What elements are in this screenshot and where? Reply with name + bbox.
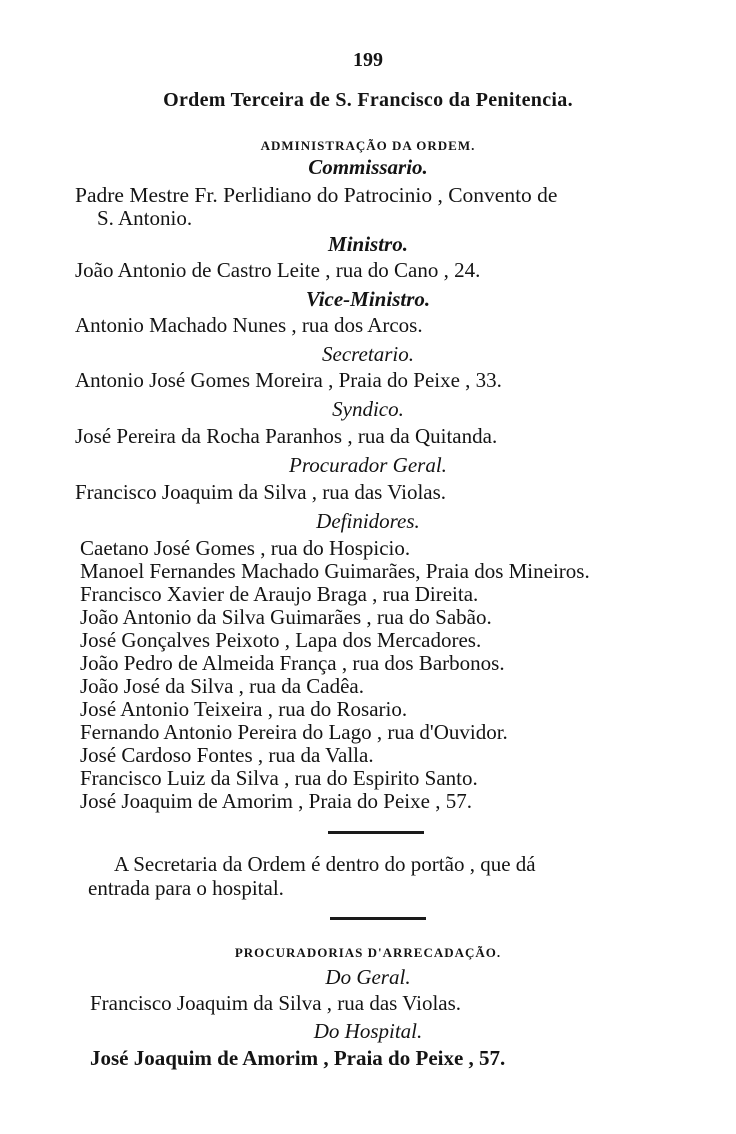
definidor-11: Francisco Luiz da Silva , rua do Espirito Santo. — [80, 766, 478, 790]
note-line-1: A Secretaria da Ordem é dentro do portão , que dá — [114, 852, 536, 876]
office-title-syndico: Syndico. — [332, 397, 404, 421]
commissario-line-2: S. Antonio. — [97, 206, 193, 230]
section-divider-1 — [328, 831, 424, 834]
page-heading: Ordem Terceira de S. Francisco da Penitencia. — [163, 89, 573, 111]
vice-ministro-line: Antonio Machado Nunes , rua dos Arcos. — [75, 313, 423, 337]
office-title-commissario: Commissario. — [308, 155, 428, 179]
secretario-line: Antonio José Gomes Moreira , Praia do Peixe , 33. — [75, 368, 502, 392]
office-title-ministro: Ministro. — [328, 232, 408, 256]
section-admin-title: ADMINISTRAÇÃO DA ORDEM. — [260, 138, 476, 153]
office-title-procurador-geral: Procurador Geral. — [289, 453, 447, 477]
definidor-9: Fernando Antonio Pereira do Lago , rua d'Ouvidor. — [80, 720, 508, 744]
do-hospital-line: José Joaquim de Amorim , Praia do Peixe , 57. — [90, 1046, 506, 1070]
do-geral-line: Francisco Joaquim da Silva , rua das Violas. — [90, 991, 462, 1015]
definidor-3: Francisco Xavier de Araujo Braga , rua Direita. — [80, 582, 479, 606]
office-title-do-geral: Do Geral. — [325, 965, 411, 989]
definidor-10: José Cardoso Fontes , rua da Valla. — [80, 743, 374, 767]
office-title-vice-ministro: Vice-Ministro. — [305, 287, 431, 311]
definidor-2: Manoel Fernandes Machado Guimarães, Praia dos Mineiros. — [80, 559, 590, 583]
office-title-do-hospital: Do Hospital. — [313, 1019, 423, 1043]
section-proc-title: PROCURADORIAS D'ARRECADAÇÃO. — [234, 945, 502, 960]
definidor-8: José Antonio Teixeira , rua do Rosario. — [80, 697, 408, 721]
definidor-7: João José da Silva , rua da Cadêa. — [80, 674, 365, 698]
commissario-line-1: Padre Mestre Fr. Perlidiano do Patrocinio , Convento de — [75, 183, 558, 207]
office-title-definidores: Definidores. — [316, 509, 420, 533]
page-number: 199 — [353, 49, 383, 71]
definidor-5: José Gonçalves Peixoto , Lapa dos Mercadores. — [80, 628, 482, 652]
definidor-12: José Joaquim de Amorim , Praia do Peixe , 57. — [80, 789, 472, 813]
definidor-6: João Pedro de Almeida França , rua dos Barbonos. — [80, 651, 505, 675]
ministro-line: João Antonio de Castro Leite , rua do Cano , 24. — [75, 258, 481, 282]
note-line-2: entrada para o hospital. — [88, 876, 284, 900]
definidor-4: João Antonio da Silva Guimarães , rua do Sabão. — [80, 605, 492, 629]
section-divider-2 — [330, 917, 426, 920]
syndico-line: José Pereira da Rocha Paranhos , rua da Quitanda. — [75, 424, 498, 448]
definidor-1: Caetano José Gomes , rua do Hospicio. — [80, 536, 411, 560]
procurador-geral-line: Francisco Joaquim da Silva , rua das Violas. — [75, 480, 447, 504]
office-title-secretario: Secretario. — [322, 342, 414, 366]
